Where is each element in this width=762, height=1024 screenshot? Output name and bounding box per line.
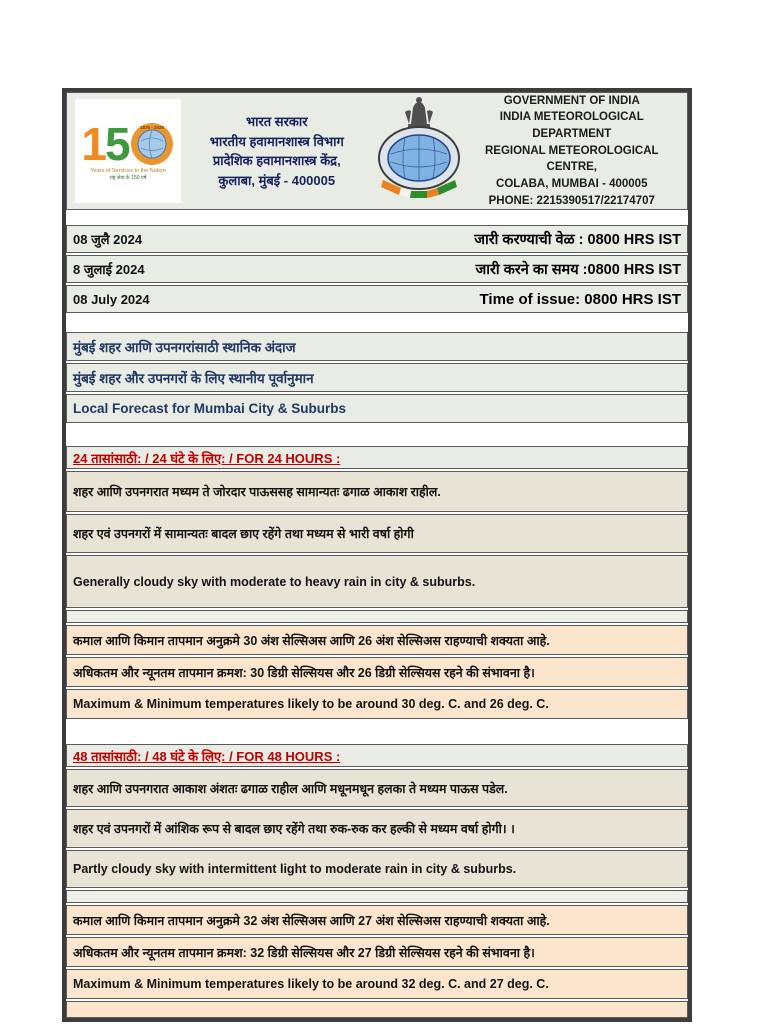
org-hi-line2: भारतीय हवामानशास्त्र विभाग	[209, 133, 344, 149]
title-english-text: Local Forecast for Mumbai City & Suburbs	[73, 401, 347, 416]
title-hindi-text: मुंबई शहर और उपनगरों के लिए स्थानीय पूर्वानुमान	[73, 370, 314, 386]
logo-150-tagline-en: Years of Services to the Nation	[90, 167, 166, 174]
temperature-24h-marathi	[66, 625, 688, 655]
section-heading-24-hours	[66, 446, 688, 469]
forecast-48h-hindi-text: शहर एवं उपनगरों में आंशिक रूप से बादल छाए रहेंगे तथा रुक-रुक कर हल्की से मध्यम वर्षा होगी। ।	[73, 822, 515, 836]
issue-time-english: Time of issue: 0800 HRS IST	[479, 290, 681, 308]
logo-150-globe-icon	[129, 121, 175, 167]
section-heading-24-hours-text: 24 तासांसाठी: / 24 घंटे के लिए: / FOR 24 HOURS :	[73, 450, 341, 466]
temperature-24h-english	[66, 689, 688, 719]
org-hi-line4: कुलाबा, मुंबई - 400005	[218, 172, 336, 188]
org-en-line5: PHONE: 2215390517/22174707	[488, 194, 655, 207]
org-hi-line3: प्रादेशिक हवामानशास्त्र केंद्र,	[212, 153, 341, 168]
logo-150-digit-1: 1	[81, 117, 105, 170]
temperature-24h-hindi	[66, 657, 688, 687]
temperature-48h-hindi-text: अधिकतम और न्यूनतम तापमान क्रमश: 32 डिग्री सेल्सियस और 27 डिग्री सेल्सियस रहने की संभावना है।	[73, 945, 535, 960]
title-hindi	[66, 363, 688, 392]
spacer	[66, 210, 688, 223]
spacer-row	[66, 610, 688, 623]
bulletin-header	[66, 92, 688, 210]
org-address-english	[465, 93, 679, 210]
title-english	[66, 394, 688, 423]
temperature-48h-english	[66, 969, 688, 999]
empty-trailing-row	[66, 1001, 688, 1018]
title-marathi	[66, 332, 688, 361]
temperature-48h-english-text: Maximum & Minimum temperatures likely to be around 32 deg. C. and 27 deg. C.	[73, 977, 549, 991]
imd-globe-emblem-icon	[375, 96, 463, 206]
forecast-48h-marathi	[66, 769, 688, 807]
issue-date-english: 08 July 2024	[73, 291, 150, 307]
issue-time-hindi: जारी करने का समय :0800 HRS IST	[475, 262, 681, 278]
org-en-line3: REGIONAL METEOROLOGICAL CENTRE,	[484, 144, 659, 174]
org-en-line1: GOVERNMENT OF INDIA	[503, 94, 640, 107]
forecast-24h-marathi-text: शहर आणि उपनगरात मध्यम ते जोरदार पाऊससह सामान्यतः ढगाळ आकाश राहील.	[73, 485, 441, 499]
imd-150-years-logo	[75, 99, 181, 203]
temperature-24h-english-text: Maximum & Minimum temperatures likely to be around 30 deg. C. and 26 deg. C.	[73, 697, 549, 711]
forecast-24h-hindi-text: शहर एवं उपनगरों में सामान्यतः बादल छाए रहेंगे तथा मध्यम से भारी वर्षा होगी	[73, 527, 414, 541]
spacer	[66, 423, 688, 444]
section-heading-48-hours	[66, 744, 688, 767]
forecast-48h-english-text: Partly cloudy sky with intermittent light to moderate rain in city & suburbs.	[73, 862, 517, 876]
forecast-24h-hindi	[66, 514, 688, 553]
issue-row-english	[66, 285, 688, 313]
logo-150-digit-5: 5	[105, 117, 129, 170]
spacer	[66, 719, 688, 742]
temperature-48h-marathi-text: कमाल आणि किमान तापमान अनुक्रमे 32 अंश सेल्सिअस आणि 27 अंश सेल्सिअस राहण्याची शक्यता आहे.	[73, 913, 550, 928]
org-en-line2: INDIA METEOROLOGICAL DEPARTMENT	[499, 111, 644, 140]
forecast-48h-hindi	[66, 809, 688, 848]
issue-date-hindi: 8 जुलाई 2024	[73, 262, 145, 277]
issue-date-marathi: 08 जुलै 2024	[73, 232, 143, 247]
issue-row-hindi	[66, 255, 688, 283]
temperature-48h-hindi	[66, 937, 688, 967]
issue-row-marathi	[66, 225, 688, 253]
svg-text:1875 - 2025: 1875 - 2025	[139, 124, 164, 130]
section-heading-48-hours-text: 48 तासांसाठी: / 48 घंटे के लिए: / FOR 48 HOURS :	[73, 748, 341, 764]
logo-150-tagline-hi: राष्ट्र सेवा के 150 वर्ष	[109, 175, 147, 182]
spacer-row	[66, 890, 688, 903]
org-en-line4: COLABA, MUMBAI - 400005	[496, 178, 648, 191]
title-marathi-text: मुंबई शहर आणि उपनगरांसाठी स्थानिक अंदाज	[73, 339, 296, 355]
temperature-48h-marathi	[66, 905, 688, 935]
forecast-24h-english-text: Generally cloudy sky with moderate to heavy rain in city & suburbs.	[73, 574, 476, 589]
temperature-24h-marathi-text: कमाल आणि किमान तापमान अनुक्रमे 30 अंश सेल्सिअस आणि 26 अंश सेल्सिअस राहण्याची शक्यता आहे.	[73, 633, 550, 648]
bulletin-table	[62, 88, 692, 1022]
imd-emblem-logo	[373, 95, 465, 207]
org-address-hindi	[181, 112, 373, 190]
issue-time-marathi: जारी करण्याची वेळ : 0800 HRS IST	[474, 232, 681, 248]
spacer	[66, 313, 688, 330]
org-hi-line1: भारत सरकार	[245, 114, 308, 129]
forecast-48h-english	[66, 850, 688, 888]
forecast-48h-marathi-text: शहर आणि उपनगरात आकाश अंशतः ढगाळ राहील आणि मधूनमधून हलका ते मध्यम पाऊस पडेल.	[73, 781, 508, 796]
forecast-24h-marathi	[66, 471, 688, 512]
forecast-24h-english	[66, 555, 688, 608]
temperature-24h-hindi-text: अधिकतम और न्यूनतम तापमान क्रमश: 30 डिग्री सेल्सियस और 26 डिग्री सेल्सियस रहने की संभावना है।	[73, 665, 535, 680]
